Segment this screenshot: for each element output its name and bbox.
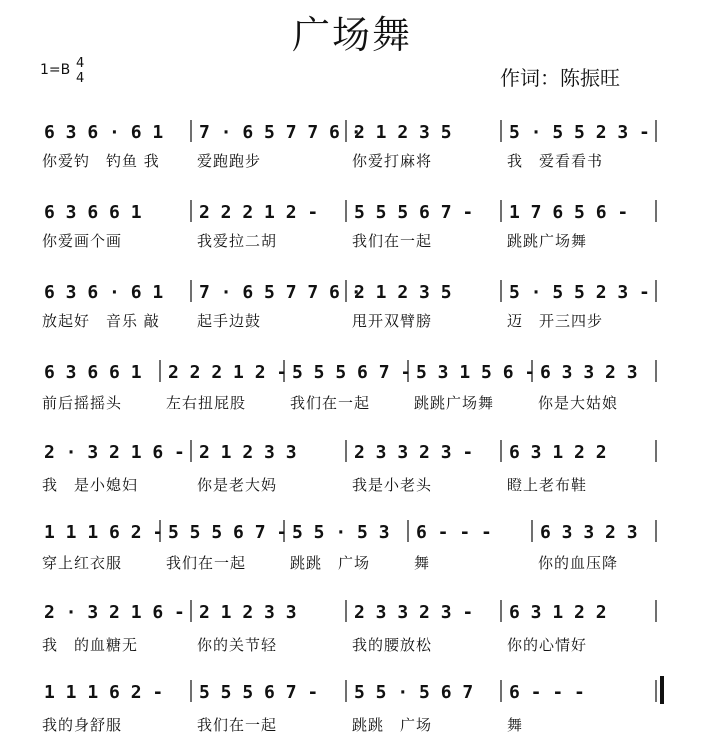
measure-notes: 5 · 5 5 2 3 - <box>509 122 650 143</box>
measure-notes: 6 3 3 2 3 <box>540 522 638 543</box>
measure-notes: 2 2 2 1 2 - <box>199 202 319 223</box>
time-signature-top: 4 <box>76 56 85 71</box>
measure-notes: 1 7 6 5 6 - <box>509 202 629 223</box>
measure-lyrics: 你是老大妈 <box>197 476 278 494</box>
measure-lyrics: 跳跳广场舞 <box>507 232 588 250</box>
measure-notes: 2 · 3 2 1 6 - <box>44 442 185 463</box>
measure-notes: 6 3 1 2 2 <box>509 602 607 623</box>
measure-notes: 6 3 6 · 6 1 <box>44 122 164 143</box>
measure-notes: 6 - - - <box>416 522 492 543</box>
measure-notes: 7 · 6 5 7 7 6 · <box>199 282 362 303</box>
measure-lyrics: 瞪上老布鞋 <box>507 476 588 494</box>
measure-notes: 5 5 5 6 7 - <box>354 202 474 223</box>
measure-lyrics: 舞 <box>414 554 431 572</box>
measure-notes: 2 1 2 3 5 <box>354 282 452 303</box>
measure-notes: 6 - - - <box>509 682 585 703</box>
song-title: 广场舞 <box>291 13 412 57</box>
measure-notes: 7 · 6 5 7 7 6 · <box>199 122 362 143</box>
measure-notes: 5 5 5 6 7 - <box>292 362 412 383</box>
measure-lyrics: 我们在一起 <box>290 394 371 412</box>
measure-lyrics: 我们在一起 <box>352 232 433 250</box>
measure-notes: 2 2 2 1 2 - <box>168 362 288 383</box>
measure-notes: 1 1 1 6 2 - <box>44 682 164 703</box>
final-barline <box>660 676 664 704</box>
measure-notes: 2 1 2 3 5 <box>354 122 452 143</box>
measure-lyrics: 我的腰放松 <box>352 636 433 654</box>
measure-lyrics: 我们在一起 <box>166 554 247 572</box>
measure-notes: 5 3 1 5 6 - <box>416 362 536 383</box>
measure-lyrics: 你爱画个画 <box>42 232 123 250</box>
measure-notes: 5 5 · 5 3 <box>292 522 390 543</box>
measure-notes: 5 5 · 5 6 7 <box>354 682 474 703</box>
measure-lyrics: 穿上红衣服 <box>42 554 123 572</box>
measure-lyrics: 你的关节轻 <box>197 636 278 654</box>
measure-lyrics: 前后摇摇头 <box>42 394 123 412</box>
measure-lyrics: 我 爱看看书 <box>507 152 604 170</box>
measure-notes: 2 1 2 3 3 <box>199 442 297 463</box>
measure-lyrics: 跳跳广场舞 <box>414 394 495 412</box>
measure-notes: 6 3 3 2 3 <box>540 362 638 383</box>
measure-lyrics: 我 的血糖无 <box>42 636 139 654</box>
measure-lyrics: 跳跳 广场 <box>352 716 433 734</box>
measure-lyrics: 起手边鼓 <box>197 312 262 330</box>
measure-lyrics: 你的心情好 <box>507 636 588 654</box>
measure-notes: 1 1 1 6 2 - <box>44 522 164 543</box>
measure-lyrics: 你爱钓 钓鱼 我 <box>42 152 160 170</box>
measure-lyrics: 你爱打麻将 <box>352 152 433 170</box>
measure-notes: 2 3 3 2 3 - <box>354 442 474 463</box>
measure-lyrics: 我是小老头 <box>352 476 433 494</box>
time-signature-bottom: 4 <box>76 71 85 86</box>
measure-lyrics: 你的血压降 <box>538 554 619 572</box>
measure-lyrics: 爱跑跑步 <box>197 152 262 170</box>
measure-notes: 5 5 5 6 7 - <box>199 682 319 703</box>
measure-notes: 6 3 6 · 6 1 <box>44 282 164 303</box>
measure-notes: 5 5 5 6 7 - <box>168 522 288 543</box>
measure-lyrics: 舞 <box>507 716 524 734</box>
measure-lyrics: 跳跳 广场 <box>290 554 371 572</box>
measure-lyrics: 甩开双臂膀 <box>352 312 433 330</box>
measure-notes: 6 3 1 2 2 <box>509 442 607 463</box>
measure-lyrics: 迈 开三四步 <box>507 312 604 330</box>
measure-notes: 6 3 6 6 1 <box>44 362 142 383</box>
measure-notes: 6 3 6 6 1 <box>44 202 142 223</box>
measure-lyrics: 你是大姑娘 <box>538 394 619 412</box>
measure-notes: 5 · 5 5 2 3 - <box>509 282 650 303</box>
measure-lyrics: 我们在一起 <box>197 716 278 734</box>
measure-notes: 2 3 3 2 3 - <box>354 602 474 623</box>
measure-notes: 2 · 3 2 1 6 - <box>44 602 185 623</box>
key-signature: 1=B <box>40 62 71 78</box>
measure-lyrics: 我的身舒服 <box>42 716 123 734</box>
measure-lyrics: 我 是小媳妇 <box>42 476 139 494</box>
lyricist-credit: 作词：陈振旺 <box>500 66 620 90</box>
measure-lyrics: 放起好 音乐 敲 <box>42 312 160 330</box>
measure-notes: 2 1 2 3 3 <box>199 602 297 623</box>
measure-lyrics: 我爱拉二胡 <box>197 232 278 250</box>
measure-lyrics: 左右扭屁股 <box>166 394 247 412</box>
